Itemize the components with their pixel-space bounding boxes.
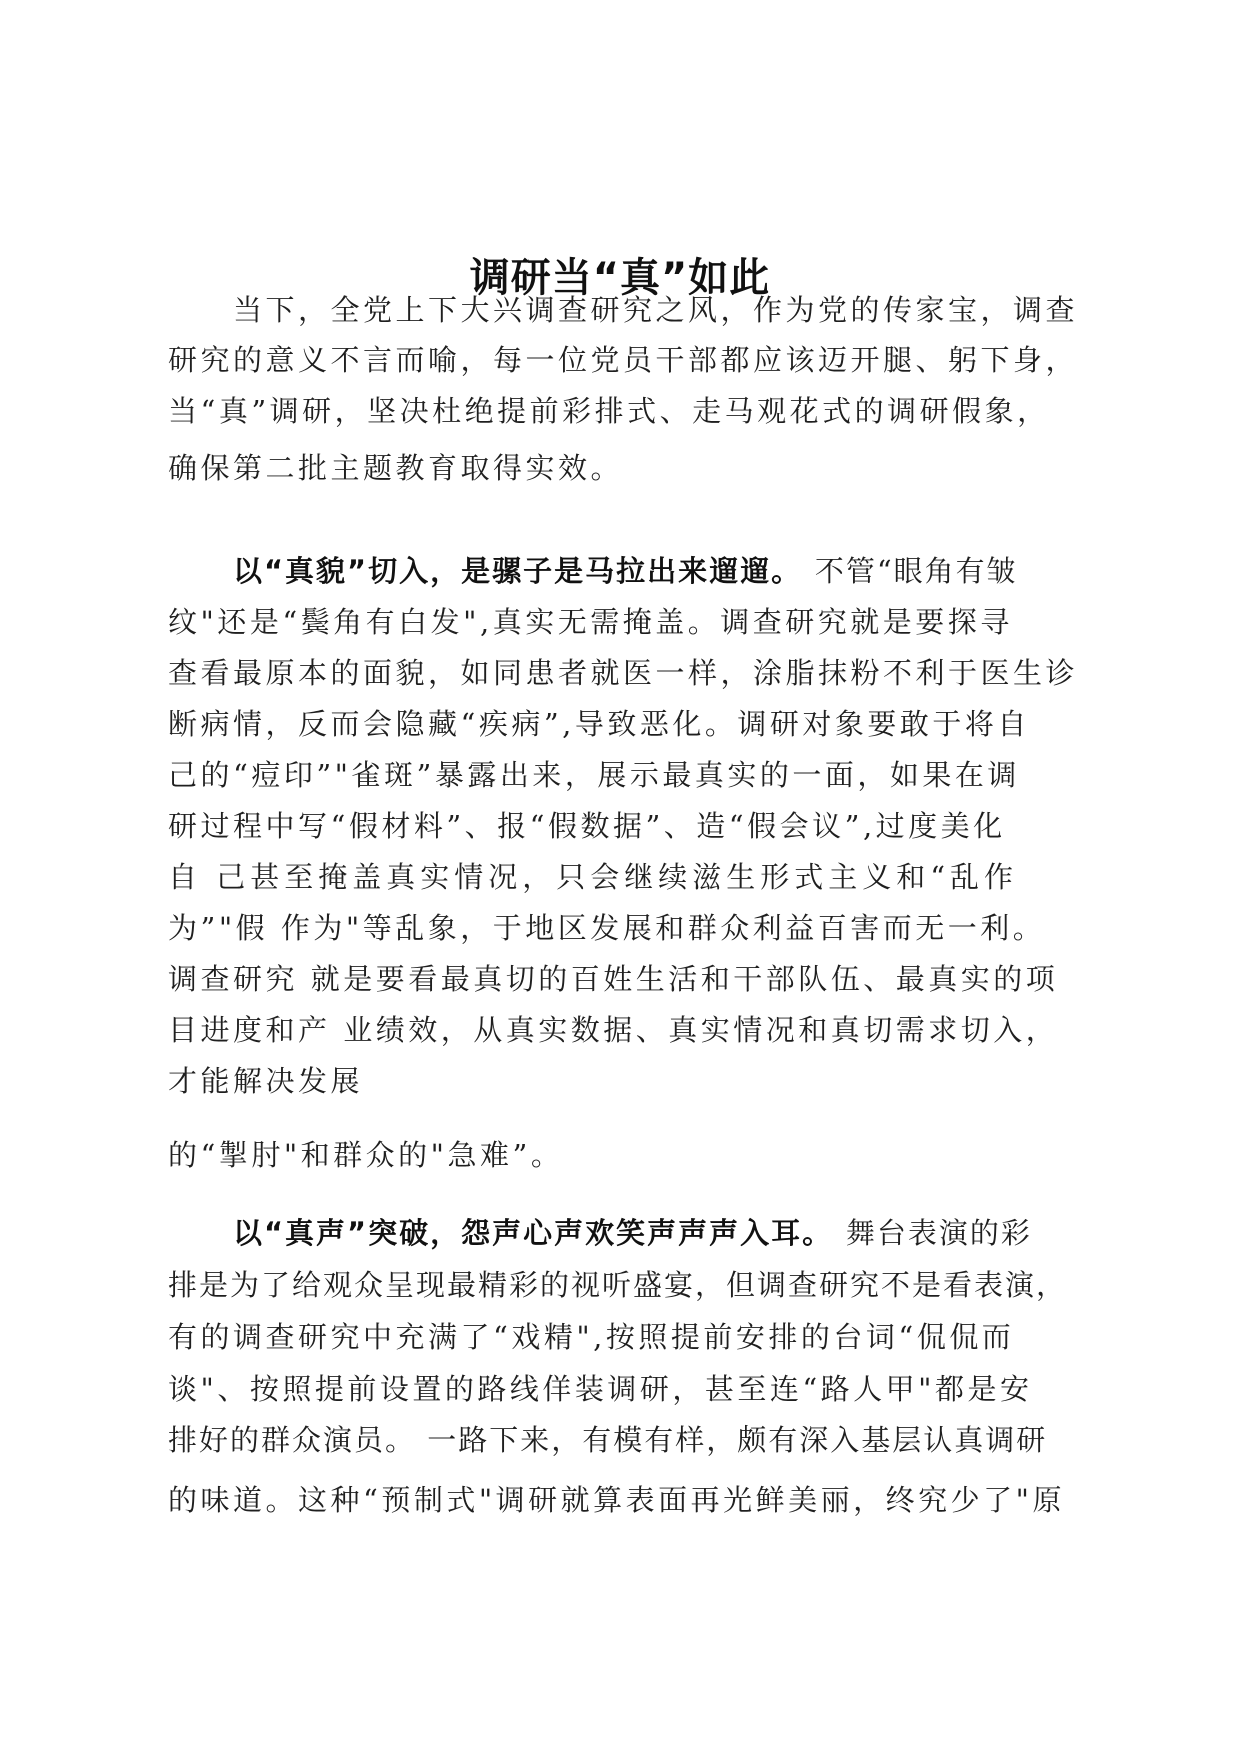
text-line: 排是为了给观众呈现最精彩的视听盛宴，但调查研究不是看表演， xyxy=(168,1268,1068,1302)
article-title: 调研当“真”如此 xyxy=(469,255,771,301)
text-line: 的“掣肘"和群众的"急难”。 xyxy=(168,1138,564,1172)
text-line: 有的调查研究中充满了“戏精",按照提前安排的台词“侃侃而 xyxy=(168,1320,1015,1354)
text-line: 自 己甚至掩盖真实情况，只会继续滋生形式主义和“乱作 xyxy=(168,860,1019,894)
text-line: 研过程中写“假材料”、报“假数据”、造“假会议”,过度美化 xyxy=(168,809,1006,843)
text-line: 才能解决发展 xyxy=(168,1064,364,1098)
text-line: 当“真”调研，坚决杜绝提前彩排式、走马观花式的调研假象， xyxy=(168,394,1050,428)
text-line: 确保第二批主题教育取得实效。 xyxy=(168,451,624,485)
text-line: 的味道。这种“预制式"调研就算表面再光鲜美丽，终究少了"原 xyxy=(168,1483,1066,1517)
text-line: 谈"、按照提前设置的路线佯装调研，甚至连“路人甲"都是安 xyxy=(168,1372,1033,1406)
paragraph-heading: 以“真声”突破，怨声心声欢笑声声声入耳。 xyxy=(233,1216,834,1250)
paragraph-heading: 以“真貌”切入，是骡子是马拉出来遛遛。 xyxy=(233,554,803,588)
text-line: 断病情，反而会隐藏“疾病”,导致恶化。调研对象要敢于将自 xyxy=(168,707,1030,741)
text-line: 为”"假 作为"等乱象，于地区发展和群众利益百害而无一利。 xyxy=(168,911,1046,945)
text-line: 己的“痘印”"雀斑”暴露出来，展示最真实的一面，如果在调 xyxy=(168,758,1020,792)
paragraph-lead-line xyxy=(233,551,1018,591)
text-line: 目进度和产 业绩效，从真实数据、真实情况和真切需求切入， xyxy=(168,1013,1059,1047)
text-line: 排好的群众演员。 一路下来，有模有样，颇有深入基层认真调研 xyxy=(168,1423,1048,1457)
text-line: 查看最原本的面貌，如同患者就医一样，涂脂抹粉不利于医生诊 xyxy=(168,656,1079,690)
text-line: 当下，全党上下大兴调查研究之风，作为党的传家宝，调查 xyxy=(233,293,1079,327)
text-line: 研究的意义不言而喻，每一位党员干部都应该迈开腿、躬下身， xyxy=(168,343,1079,377)
paragraph-text: 不管“眼角有皱 xyxy=(814,554,1018,588)
paragraph-text: 舞台表演的彩 xyxy=(845,1216,1032,1250)
text-line: 调查研究 就是要看最真切的百姓生活和干部队伍、最真实的项 xyxy=(168,962,1059,996)
text-line: 纹"还是“鬓角有白发",真实无需掩盖。调查研究就是要探寻 xyxy=(168,605,1013,639)
paragraph-lead-line xyxy=(233,1213,1032,1253)
